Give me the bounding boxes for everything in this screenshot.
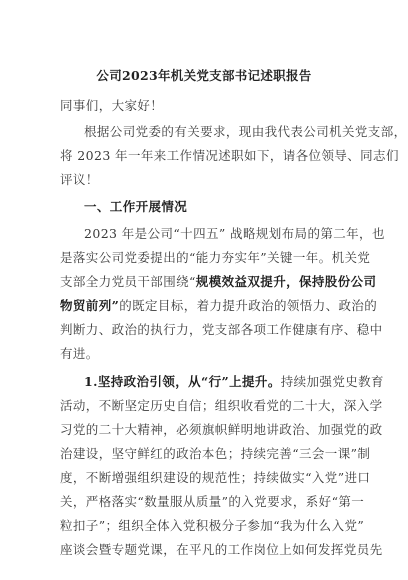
para1-line-4-text: 的既定目标，着力提升政治的领悟力、政治的 (119, 298, 378, 313)
para1-line-3 (60, 272, 377, 290)
para1-line-1: 2023 年是公司“十四五” 战略规划布局的第二年，也 (84, 226, 385, 241)
para1-line-6: 有进。 (60, 346, 99, 361)
point1-line-8: 座谈会暨专题党课，在平凡的工作岗位上如何发挥党员先 (60, 542, 383, 557)
point1-heading: 1.坚持政治引领，从“行”上提升。 (84, 374, 281, 389)
point1-line-7: 粒扣子”；组织全体入党积极分子参加“我为什么入党” (60, 518, 365, 533)
para1-goal-bold: 规模效益双提升，保持股份公司 (195, 274, 377, 289)
point1-line-5: 度，不断增强组织建设的规范性；持续做实“入党”进口 (60, 470, 371, 485)
para1-line-4 (60, 296, 378, 314)
greeting: 同事们，大家好！ (60, 98, 164, 113)
intro-line-1: 根据公司党委的有关要求，现由我代表公司机关党支部， (84, 124, 407, 139)
document-title: 公司2023年机关党支部书记述职报告 (96, 68, 312, 83)
point1-line-2: 活动，不断坚定历史自信；组织收看党的二十大，深入学 (60, 398, 383, 413)
para1-line-3-text: 支部全力党员干部围绕“ (60, 274, 196, 289)
point1-line-4: 治建设，坚守鲜红的政治本色；持续完善“三会一课”制 (60, 446, 371, 461)
intro-line-2: 将 2023 年一年来工作情况述职如下，请各位领导、同志们 (60, 148, 399, 163)
intro-line-3: 评议！ (60, 172, 99, 187)
point1-line-3: 习党的二十大精神，必须旗帜鲜明地讲政治、加强党的政 (60, 422, 383, 437)
point1-line-6: 关，严格落实“数量服从质量”的入党要求，系好“第一 (60, 494, 365, 509)
point1-line-1-text: 持续加强党史教育 (280, 374, 384, 389)
point1-line-1 (84, 372, 384, 390)
para1-line-2: 是落实公司党委提出的“能力夯实年”关键一年。机关党 (60, 250, 371, 265)
para1-goal-bold-end: 物贸前列” (60, 298, 120, 313)
section-heading: 一、工作开展情况 (84, 199, 188, 214)
para1-line-5: 判断力、政治的执行力，党支部各项工作健康有序、稳中 (60, 322, 383, 337)
